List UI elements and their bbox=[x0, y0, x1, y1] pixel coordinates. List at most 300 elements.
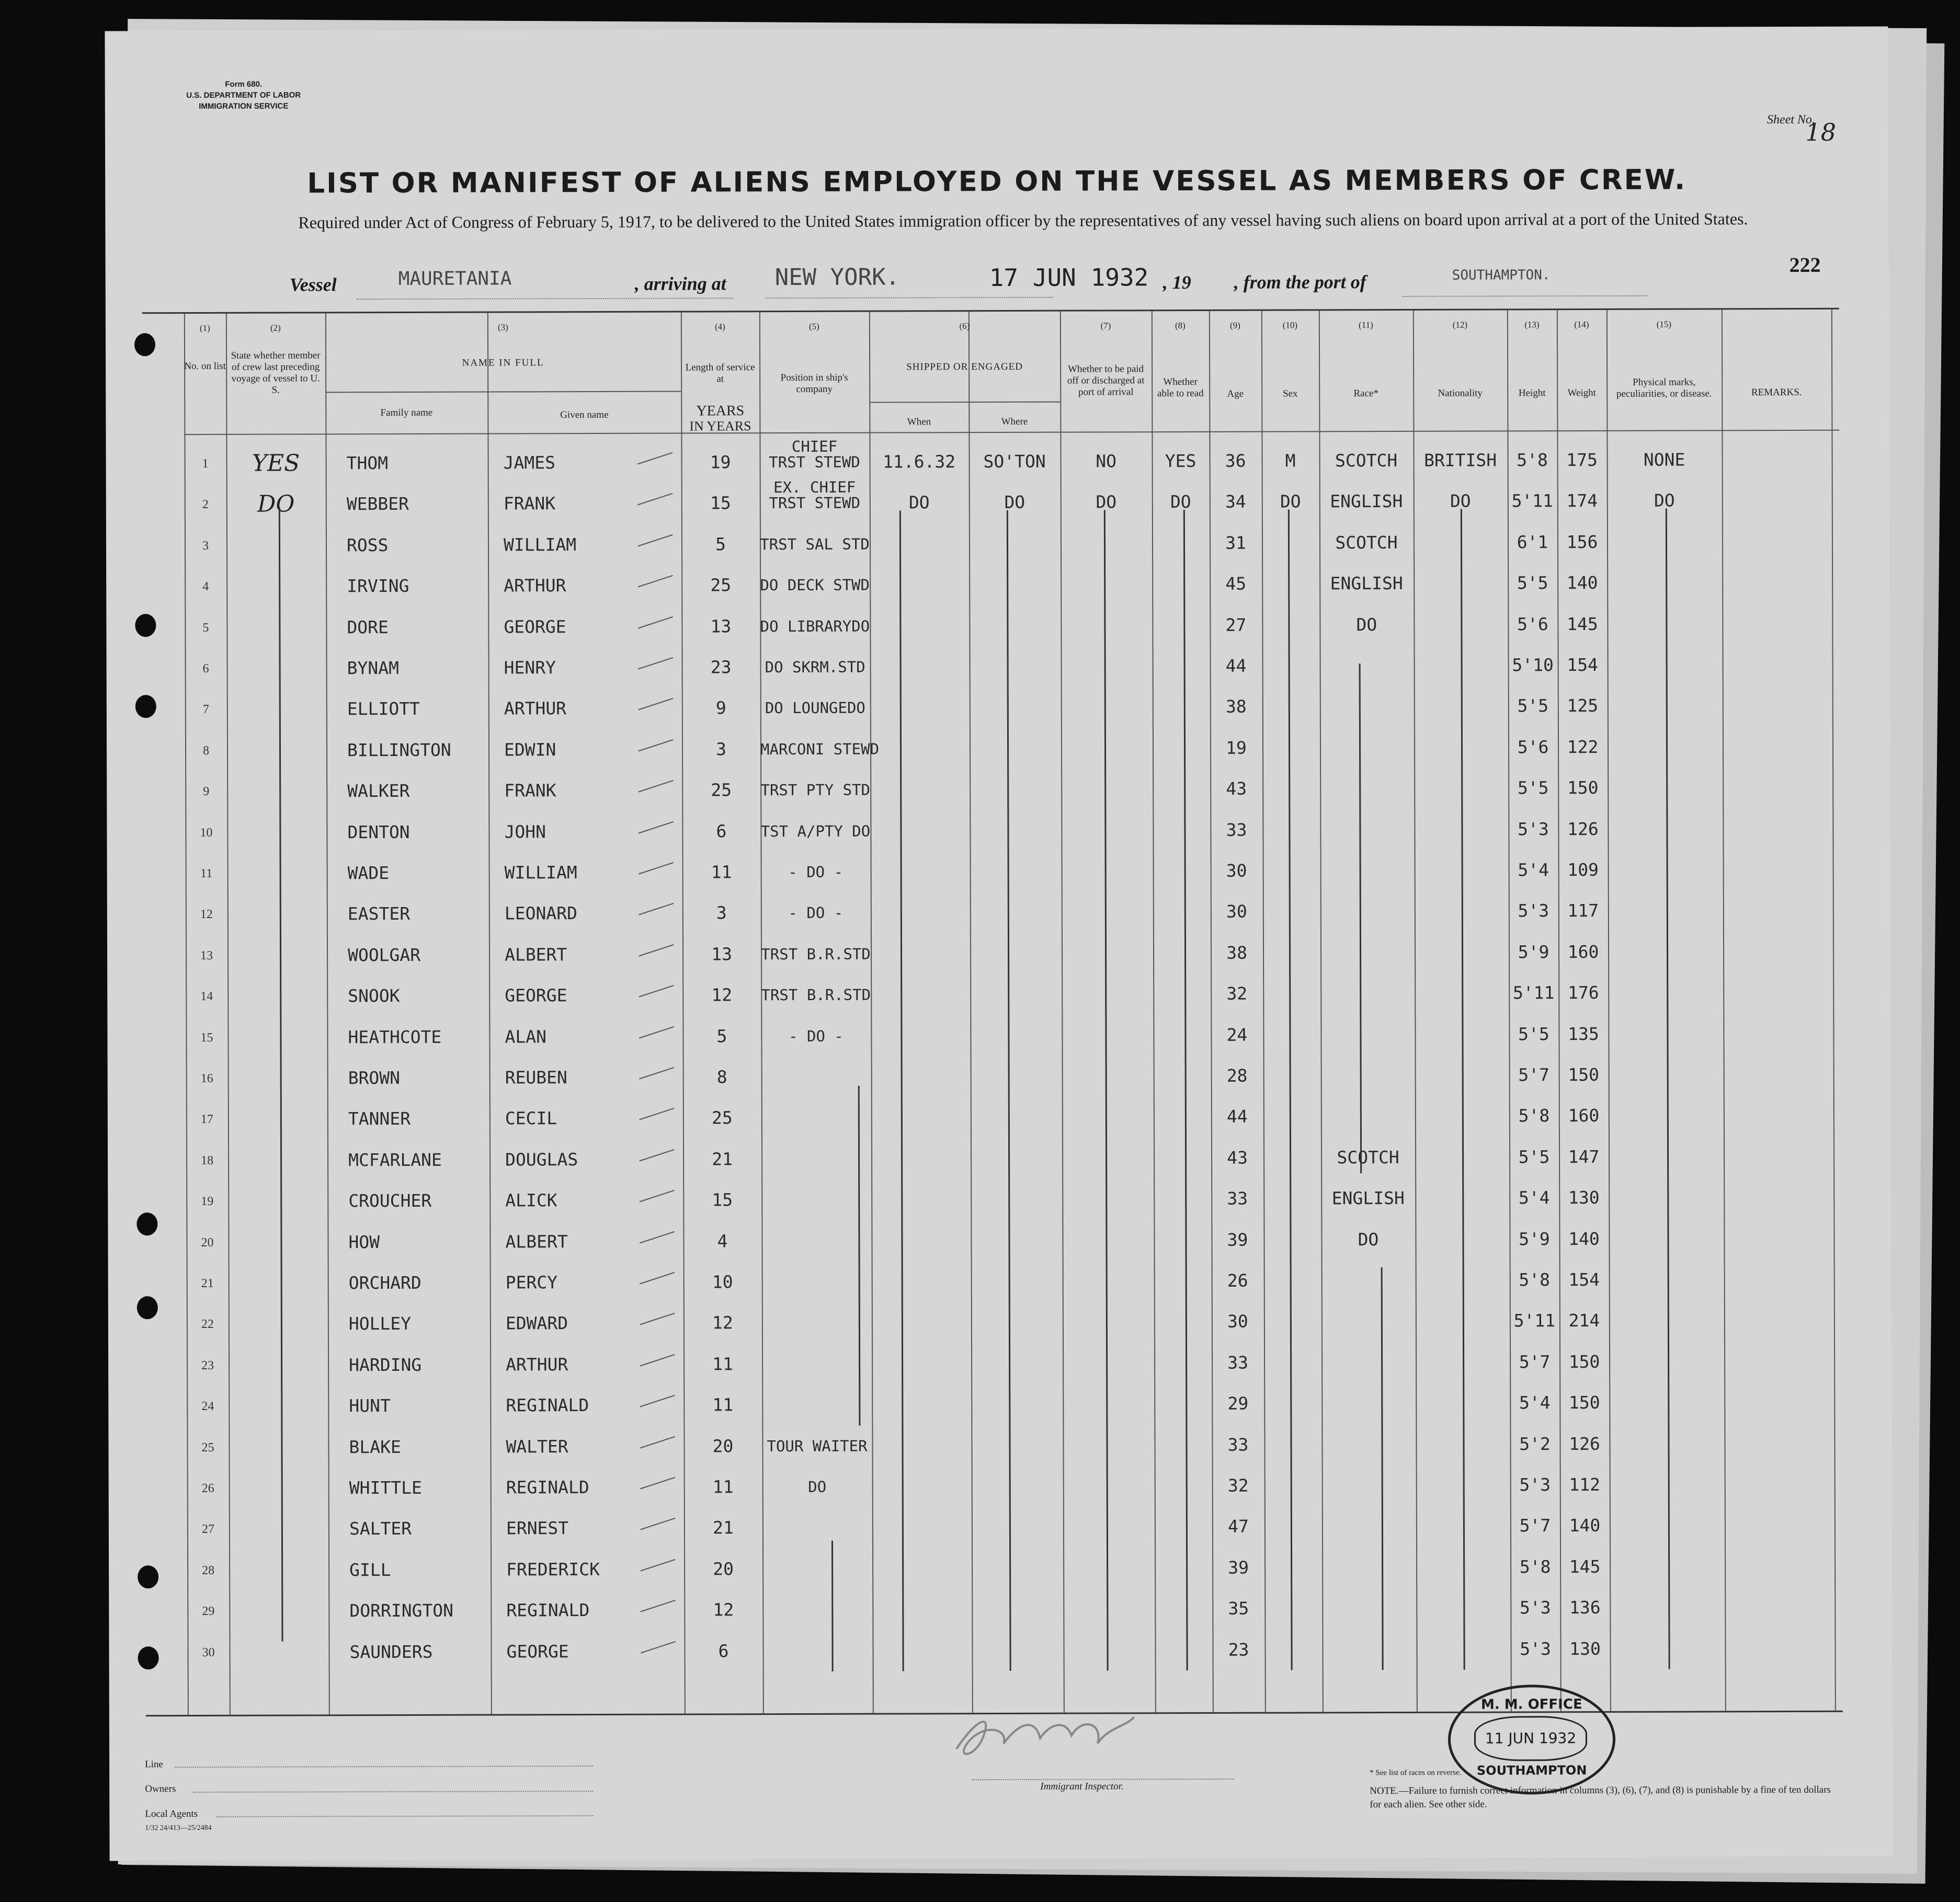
cell-given: REGINALD bbox=[506, 1600, 590, 1621]
cell-where bbox=[970, 892, 1062, 933]
cell-years: 5 bbox=[716, 1025, 727, 1047]
cell-physical bbox=[1608, 767, 1723, 809]
cell-family: HEATHCOTE bbox=[348, 1026, 442, 1047]
cell-physical bbox=[1609, 1382, 1724, 1424]
cell-physical bbox=[1610, 1546, 1725, 1587]
table-row bbox=[145, 1423, 1842, 1468]
cell-height: 5'3 bbox=[1520, 1638, 1551, 1659]
cell-state: YES bbox=[252, 450, 300, 477]
cell-family: SALTER bbox=[349, 1518, 412, 1539]
cell-no: 2 bbox=[202, 498, 209, 512]
cell-position: TRST B.R.STD bbox=[761, 986, 871, 1004]
cell-when bbox=[871, 1179, 971, 1220]
cell-position-prefix: EX. CHIEF bbox=[773, 478, 856, 497]
col-num: (2) bbox=[270, 323, 281, 333]
cell-height: 5'9 bbox=[1518, 942, 1549, 963]
cell-years: 8 bbox=[716, 1067, 727, 1087]
cell-position bbox=[762, 1302, 872, 1344]
cell-position: TRST B.R.STD bbox=[761, 945, 871, 963]
year-label: , 19 bbox=[1163, 272, 1191, 293]
cell-no: 4 bbox=[202, 580, 209, 594]
cell-read bbox=[1153, 728, 1210, 769]
cell-position bbox=[762, 1343, 872, 1384]
cell-when bbox=[872, 1302, 971, 1343]
cell-years: 20 bbox=[713, 1559, 734, 1579]
cell-state bbox=[228, 1099, 327, 1140]
cell-when bbox=[872, 1548, 972, 1589]
header-weight: Weight bbox=[1567, 387, 1596, 399]
cell-position: - DO - bbox=[788, 904, 844, 922]
cell-family: DENTON bbox=[347, 821, 410, 842]
cell-given: FREDERICK bbox=[506, 1559, 600, 1580]
cell-family: WEBBER bbox=[346, 494, 409, 514]
vessel-label: Vessel bbox=[289, 274, 337, 295]
cell-state bbox=[228, 1181, 327, 1222]
cell-paid-off bbox=[1063, 1425, 1154, 1465]
cell-family: HUNT bbox=[349, 1395, 391, 1416]
form-number: Form 680. bbox=[225, 79, 263, 89]
cell-given: HENRY bbox=[504, 657, 556, 678]
cell-physical: DO bbox=[1654, 490, 1675, 511]
cell-no: 11 bbox=[200, 866, 213, 880]
cell-weight: 160 bbox=[1568, 1105, 1600, 1126]
cell-family: TANNER bbox=[348, 1108, 411, 1129]
vessel-info-line bbox=[106, 265, 1889, 306]
sheet-number-label: Sheet No. bbox=[1767, 112, 1815, 127]
cell-age: 33 bbox=[1227, 1352, 1249, 1373]
cell-given: FRANK bbox=[504, 780, 556, 801]
table-row bbox=[143, 644, 1840, 689]
cell-read bbox=[1153, 810, 1210, 851]
cell-family: BILLINGTON bbox=[347, 739, 451, 761]
cell-physical bbox=[1609, 1136, 1724, 1177]
cell-sex bbox=[1262, 564, 1319, 604]
cell-given: ALBERT bbox=[505, 944, 567, 965]
cell-age: 26 bbox=[1227, 1270, 1248, 1291]
cell-when bbox=[872, 1384, 971, 1425]
cell-race bbox=[1321, 1096, 1415, 1137]
col-num: (15) bbox=[1656, 319, 1672, 329]
cell-weight: 145 bbox=[1567, 613, 1598, 634]
cell-race bbox=[1322, 1547, 1416, 1588]
cell-physical bbox=[1609, 1423, 1724, 1464]
cell-paid-off bbox=[1063, 1261, 1154, 1301]
cell-sex bbox=[1264, 1260, 1321, 1301]
cell-physical bbox=[1608, 808, 1723, 850]
cell-sex bbox=[1263, 1055, 1321, 1096]
cell-where bbox=[970, 646, 1061, 687]
cell-when bbox=[871, 851, 970, 892]
cell-state bbox=[229, 1304, 328, 1345]
cell-years: 12 bbox=[712, 1312, 733, 1333]
cell-read bbox=[1155, 1630, 1212, 1670]
cell-when bbox=[871, 1015, 970, 1056]
cell-years: 12 bbox=[711, 984, 733, 1005]
cell-state bbox=[229, 1550, 328, 1590]
cell-weight: 126 bbox=[1569, 1433, 1600, 1454]
cell-when bbox=[871, 933, 970, 974]
table-row bbox=[145, 1505, 1842, 1550]
cell-when bbox=[870, 810, 970, 851]
cell-weight: 147 bbox=[1568, 1146, 1600, 1167]
cell-where bbox=[970, 851, 1062, 892]
table-row bbox=[145, 1341, 1842, 1386]
header-height: Height bbox=[1518, 387, 1546, 399]
header-name-in-full: NAME IN FULL bbox=[462, 357, 544, 369]
cell-where bbox=[970, 933, 1062, 973]
cell-height: 5'8 bbox=[1518, 1105, 1550, 1126]
cell-race bbox=[1321, 1301, 1416, 1342]
cell-years: 19 bbox=[710, 452, 731, 473]
cell-nationality: DO bbox=[1450, 491, 1471, 512]
header-no-on-list: No. on list bbox=[184, 360, 226, 372]
cell-position: DO bbox=[808, 1477, 827, 1496]
cell-height: 5'3 bbox=[1518, 900, 1549, 921]
cell-position bbox=[762, 1262, 872, 1303]
cell-paid-off bbox=[1062, 1097, 1154, 1138]
cell-years: 15 bbox=[710, 492, 731, 513]
cell-read bbox=[1155, 1506, 1212, 1547]
table-row bbox=[145, 1259, 1842, 1304]
cell-sex bbox=[1262, 604, 1319, 645]
cell-family: HOLLEY bbox=[348, 1313, 412, 1334]
header-able-to-read: Whether able to read bbox=[1157, 376, 1204, 399]
cell-height: 5'4 bbox=[1518, 1187, 1550, 1208]
cell-where bbox=[970, 974, 1062, 1015]
cell-where bbox=[970, 687, 1061, 728]
table-row bbox=[143, 480, 1840, 525]
cell-position bbox=[762, 1384, 872, 1426]
cell-physical bbox=[1608, 644, 1723, 685]
cell-weight: 117 bbox=[1567, 900, 1599, 921]
col-num: (1) bbox=[199, 323, 210, 333]
cell-given: ALAN bbox=[505, 1026, 546, 1047]
cell-where bbox=[969, 523, 1061, 564]
cell-family: CROUCHER bbox=[348, 1190, 432, 1211]
cell-paid-off bbox=[1062, 1220, 1154, 1261]
cell-physical bbox=[1609, 1218, 1724, 1259]
cell-position: TRST SAL STD bbox=[760, 535, 870, 553]
cell-paid-off bbox=[1063, 1548, 1155, 1588]
cell-family: BYNAM bbox=[347, 658, 400, 679]
cell-state bbox=[228, 1140, 327, 1181]
header-when: When bbox=[907, 416, 931, 428]
cell-weight: 130 bbox=[1568, 1187, 1600, 1208]
cell-height: 5'6 bbox=[1517, 613, 1548, 634]
cell-sex bbox=[1263, 891, 1320, 932]
cell-state bbox=[229, 1263, 328, 1303]
cell-position-prefix: CHIEF bbox=[791, 437, 838, 456]
cell-no: 1 bbox=[202, 456, 209, 471]
cell-age: 39 bbox=[1228, 1557, 1249, 1578]
cell-read bbox=[1155, 1548, 1212, 1588]
col-num: (7) bbox=[1100, 320, 1111, 331]
cell-weight: 156 bbox=[1566, 531, 1598, 552]
table-row bbox=[144, 1136, 1841, 1181]
cell-family: DORE bbox=[347, 616, 389, 637]
arriving-label: , arriving at bbox=[634, 273, 726, 294]
cell-physical bbox=[1609, 1259, 1724, 1300]
cell-sex bbox=[1263, 1219, 1321, 1260]
cell-weight: 135 bbox=[1568, 1023, 1599, 1044]
cell-where bbox=[971, 1056, 1062, 1097]
cell-sex: M bbox=[1285, 450, 1296, 471]
cell-state bbox=[227, 648, 326, 689]
table-row bbox=[144, 849, 1841, 894]
col-num: (8) bbox=[1175, 320, 1186, 331]
cell-height: 5'4 bbox=[1519, 1392, 1551, 1413]
cell-height: 5'11 bbox=[1511, 490, 1554, 511]
cell-where: SO'TON bbox=[983, 451, 1046, 472]
cell-age: 38 bbox=[1226, 942, 1247, 963]
cell-when bbox=[872, 1630, 972, 1671]
cell-no: 30 bbox=[202, 1645, 215, 1659]
date-stamp: 17 JUN 1932 bbox=[989, 263, 1149, 292]
cell-no: 22 bbox=[201, 1317, 214, 1332]
cell-when bbox=[872, 1343, 971, 1384]
cell-race bbox=[1321, 1260, 1416, 1301]
cell-paid-off bbox=[1062, 1015, 1153, 1056]
cell-no: 16 bbox=[200, 1071, 213, 1085]
table-row bbox=[145, 1587, 1842, 1632]
cell-paid-off bbox=[1062, 851, 1153, 891]
cell-height: 5'11 bbox=[1513, 1310, 1556, 1331]
cell-years: 11 bbox=[712, 1476, 734, 1497]
cell-no: 21 bbox=[201, 1276, 214, 1290]
cell-race bbox=[1322, 1588, 1416, 1629]
table-row bbox=[144, 1095, 1841, 1140]
cell-when bbox=[870, 728, 970, 769]
cell-no: 17 bbox=[200, 1113, 213, 1127]
cell-state bbox=[227, 853, 327, 893]
col-num: (14) bbox=[1574, 319, 1589, 330]
cell-state: DO bbox=[257, 490, 295, 518]
cell-where bbox=[970, 810, 1061, 851]
col-num: (10) bbox=[1282, 320, 1298, 330]
cell-given: REGINALD bbox=[506, 1395, 589, 1416]
cell-state bbox=[229, 1591, 328, 1632]
inspector-blank bbox=[972, 1779, 1234, 1780]
cell-weight: 160 bbox=[1567, 941, 1599, 962]
cell-when bbox=[872, 1507, 972, 1548]
cell-age: 43 bbox=[1227, 1147, 1248, 1168]
cell-read: YES bbox=[1165, 451, 1196, 472]
cell-read bbox=[1154, 1343, 1212, 1383]
cell-family: ROSS bbox=[346, 534, 389, 556]
cell-sex bbox=[1263, 850, 1320, 891]
cell-height: 5'8 bbox=[1517, 450, 1548, 471]
cell-sex bbox=[1264, 1506, 1322, 1547]
col-num: (13) bbox=[1524, 319, 1540, 330]
cell-age: 36 bbox=[1225, 450, 1246, 471]
cell-age: 30 bbox=[1226, 860, 1247, 881]
cell-family: SNOOK bbox=[348, 986, 400, 1006]
cell-age: 43 bbox=[1226, 778, 1247, 799]
cell-paid-off bbox=[1061, 646, 1153, 686]
from-label: , from the port of bbox=[1234, 271, 1366, 293]
table-row bbox=[143, 562, 1840, 607]
cell-height: 5'4 bbox=[1518, 860, 1549, 880]
cell-race: SCOTCH bbox=[1335, 450, 1398, 471]
page-subtitle: Required under Act of Congress of February 5, 1917, to be delivered to the United States immigration officer by the representatives of any vessel having such aliens on board upon arrival at a port of the United States. bbox=[298, 209, 1748, 232]
cell-sex bbox=[1264, 1301, 1321, 1342]
header-paid-off: Whether to be paid off or discharged at port of arrival bbox=[1067, 363, 1145, 398]
cell-age: 24 bbox=[1226, 1024, 1248, 1045]
cell-years: 11 bbox=[711, 862, 732, 883]
races-note: * See list of races on reverse. bbox=[1370, 1768, 1462, 1778]
header-family-name: Family name bbox=[380, 407, 433, 419]
cell-sex bbox=[1262, 769, 1320, 809]
crew-manifest-table bbox=[142, 308, 1843, 1716]
cell-age: 32 bbox=[1226, 983, 1248, 1004]
cell-where bbox=[972, 1466, 1063, 1507]
cell-where bbox=[971, 1425, 1063, 1465]
cell-position: TRST STEWD bbox=[769, 453, 860, 472]
cell-paid-off: DO bbox=[1096, 491, 1117, 512]
cell-age: 35 bbox=[1228, 1598, 1249, 1619]
cell-where bbox=[970, 728, 1061, 769]
cell-weight: 145 bbox=[1569, 1556, 1601, 1577]
cell-no: 20 bbox=[201, 1235, 214, 1250]
cell-sex bbox=[1264, 1547, 1322, 1588]
cell-state bbox=[228, 1222, 327, 1263]
cell-position bbox=[761, 1097, 871, 1139]
cell-years: 23 bbox=[710, 657, 732, 678]
cell-family: BROWN bbox=[348, 1067, 401, 1089]
cell-position: - DO - bbox=[789, 1027, 844, 1045]
cell-where bbox=[971, 1097, 1062, 1138]
cell-given: CECIL bbox=[505, 1108, 557, 1129]
form-footer bbox=[109, 1721, 1893, 1856]
vessel-blank bbox=[357, 297, 733, 300]
agents-blank bbox=[216, 1815, 593, 1817]
cell-physical bbox=[1610, 1464, 1725, 1505]
cell-no: 26 bbox=[201, 1481, 214, 1495]
cell-no: 18 bbox=[201, 1153, 214, 1167]
cell-years: 10 bbox=[712, 1271, 733, 1292]
cell-sex bbox=[1264, 1383, 1321, 1424]
cell-paid-off bbox=[1061, 728, 1153, 769]
cell-weight: 136 bbox=[1569, 1597, 1601, 1618]
local-agents-label: Local Agents bbox=[145, 1808, 198, 1820]
arriving-port: NEW YORK. bbox=[774, 263, 900, 291]
cell-given: FRANK bbox=[503, 493, 556, 514]
cell-given: JAMES bbox=[503, 452, 555, 473]
header-physical-marks: Physical marks, peculiarities, or disease. bbox=[1616, 376, 1712, 399]
cell-position: TST A/PTY DO bbox=[760, 822, 871, 840]
cell-years: 25 bbox=[710, 575, 732, 595]
cell-height: 5'9 bbox=[1519, 1228, 1550, 1249]
cell-physical bbox=[1609, 1177, 1724, 1219]
cell-when bbox=[870, 523, 969, 564]
table-row bbox=[144, 931, 1841, 976]
owners-label: Owners bbox=[145, 1783, 176, 1795]
cell-when bbox=[872, 1466, 972, 1507]
cell-race: ENGLISH bbox=[1330, 573, 1403, 594]
cell-where bbox=[971, 1343, 1063, 1383]
cell-when bbox=[870, 605, 969, 646]
cell-age: 30 bbox=[1226, 901, 1247, 922]
table-row bbox=[145, 1300, 1842, 1345]
cell-years: 3 bbox=[716, 739, 727, 760]
cell-state bbox=[226, 566, 326, 607]
cell-read bbox=[1154, 1301, 1212, 1342]
cell-height: 5'7 bbox=[1519, 1351, 1551, 1372]
cell-sex bbox=[1264, 1588, 1322, 1629]
cell-paid-off bbox=[1061, 687, 1153, 728]
cell-physical bbox=[1608, 1013, 1723, 1055]
cell-position: DO LOUNGEDO bbox=[765, 699, 865, 717]
cell-sex bbox=[1264, 1629, 1322, 1670]
cell-no: 29 bbox=[202, 1605, 215, 1619]
cell-age: 31 bbox=[1225, 532, 1246, 553]
cell-physical bbox=[1607, 563, 1722, 604]
cell-when bbox=[870, 688, 970, 728]
cell-state bbox=[226, 607, 326, 648]
manifest-page bbox=[105, 27, 1893, 1861]
cell-given: ARTHUR bbox=[504, 575, 566, 596]
cell-height: 5'5 bbox=[1517, 777, 1549, 798]
cell-sex bbox=[1263, 973, 1320, 1014]
cell-position bbox=[761, 1138, 871, 1179]
line-label: Line bbox=[145, 1759, 163, 1770]
table-row bbox=[145, 1464, 1842, 1509]
cell-position bbox=[762, 1589, 872, 1631]
cell-given: PERCY bbox=[505, 1272, 558, 1293]
cell-paid-off bbox=[1062, 1178, 1154, 1219]
cell-years: 21 bbox=[712, 1517, 734, 1538]
cell-paid-off bbox=[1062, 933, 1153, 973]
header-shipped-engaged: SHIPPED OR ENGAGED bbox=[906, 361, 1023, 373]
cell-where bbox=[971, 1384, 1063, 1425]
cell-where bbox=[971, 1179, 1062, 1220]
cell-paid-off bbox=[1062, 973, 1153, 1014]
cell-years: 25 bbox=[711, 1107, 733, 1128]
cell-read bbox=[1154, 1056, 1211, 1096]
header-race: Race* bbox=[1353, 388, 1379, 399]
cell-height: 5'11 bbox=[1512, 982, 1555, 1003]
cell-race bbox=[1320, 973, 1415, 1014]
cell-sex bbox=[1262, 686, 1320, 727]
cell-read: DO bbox=[1170, 491, 1191, 512]
cell-no: 12 bbox=[200, 908, 213, 922]
cell-race bbox=[1322, 1506, 1416, 1546]
cell-paid-off bbox=[1063, 1588, 1155, 1629]
header-state-whether: State whether member of crew last preceding voyage of vessel to U. S. bbox=[231, 350, 321, 396]
cell-given: ARTHUR bbox=[506, 1354, 568, 1375]
table-row bbox=[143, 767, 1840, 812]
cell-state bbox=[229, 1386, 328, 1427]
cell-given: EDWARD bbox=[505, 1313, 568, 1334]
cell-family: ELLIOTT bbox=[347, 698, 420, 719]
cell-where bbox=[971, 1261, 1063, 1302]
cell-years: 11 bbox=[712, 1394, 734, 1415]
cell-race bbox=[1321, 1424, 1416, 1465]
cell-position bbox=[761, 1057, 871, 1098]
cell-physical bbox=[1608, 931, 1723, 972]
cell-when bbox=[872, 1425, 971, 1466]
stamp-top-text: M. M. OFFICE bbox=[1480, 1697, 1582, 1713]
cell-age: 34 bbox=[1225, 491, 1246, 512]
cell-sex bbox=[1263, 1137, 1321, 1178]
cell-no: 9 bbox=[203, 785, 210, 799]
cell-race bbox=[1320, 645, 1414, 686]
owners-blank bbox=[193, 1791, 593, 1793]
cell-weight: 109 bbox=[1567, 859, 1599, 880]
vessel-name: MAURETANIA bbox=[398, 268, 512, 290]
cell-race bbox=[1322, 1629, 1416, 1670]
cell-race bbox=[1320, 727, 1414, 768]
